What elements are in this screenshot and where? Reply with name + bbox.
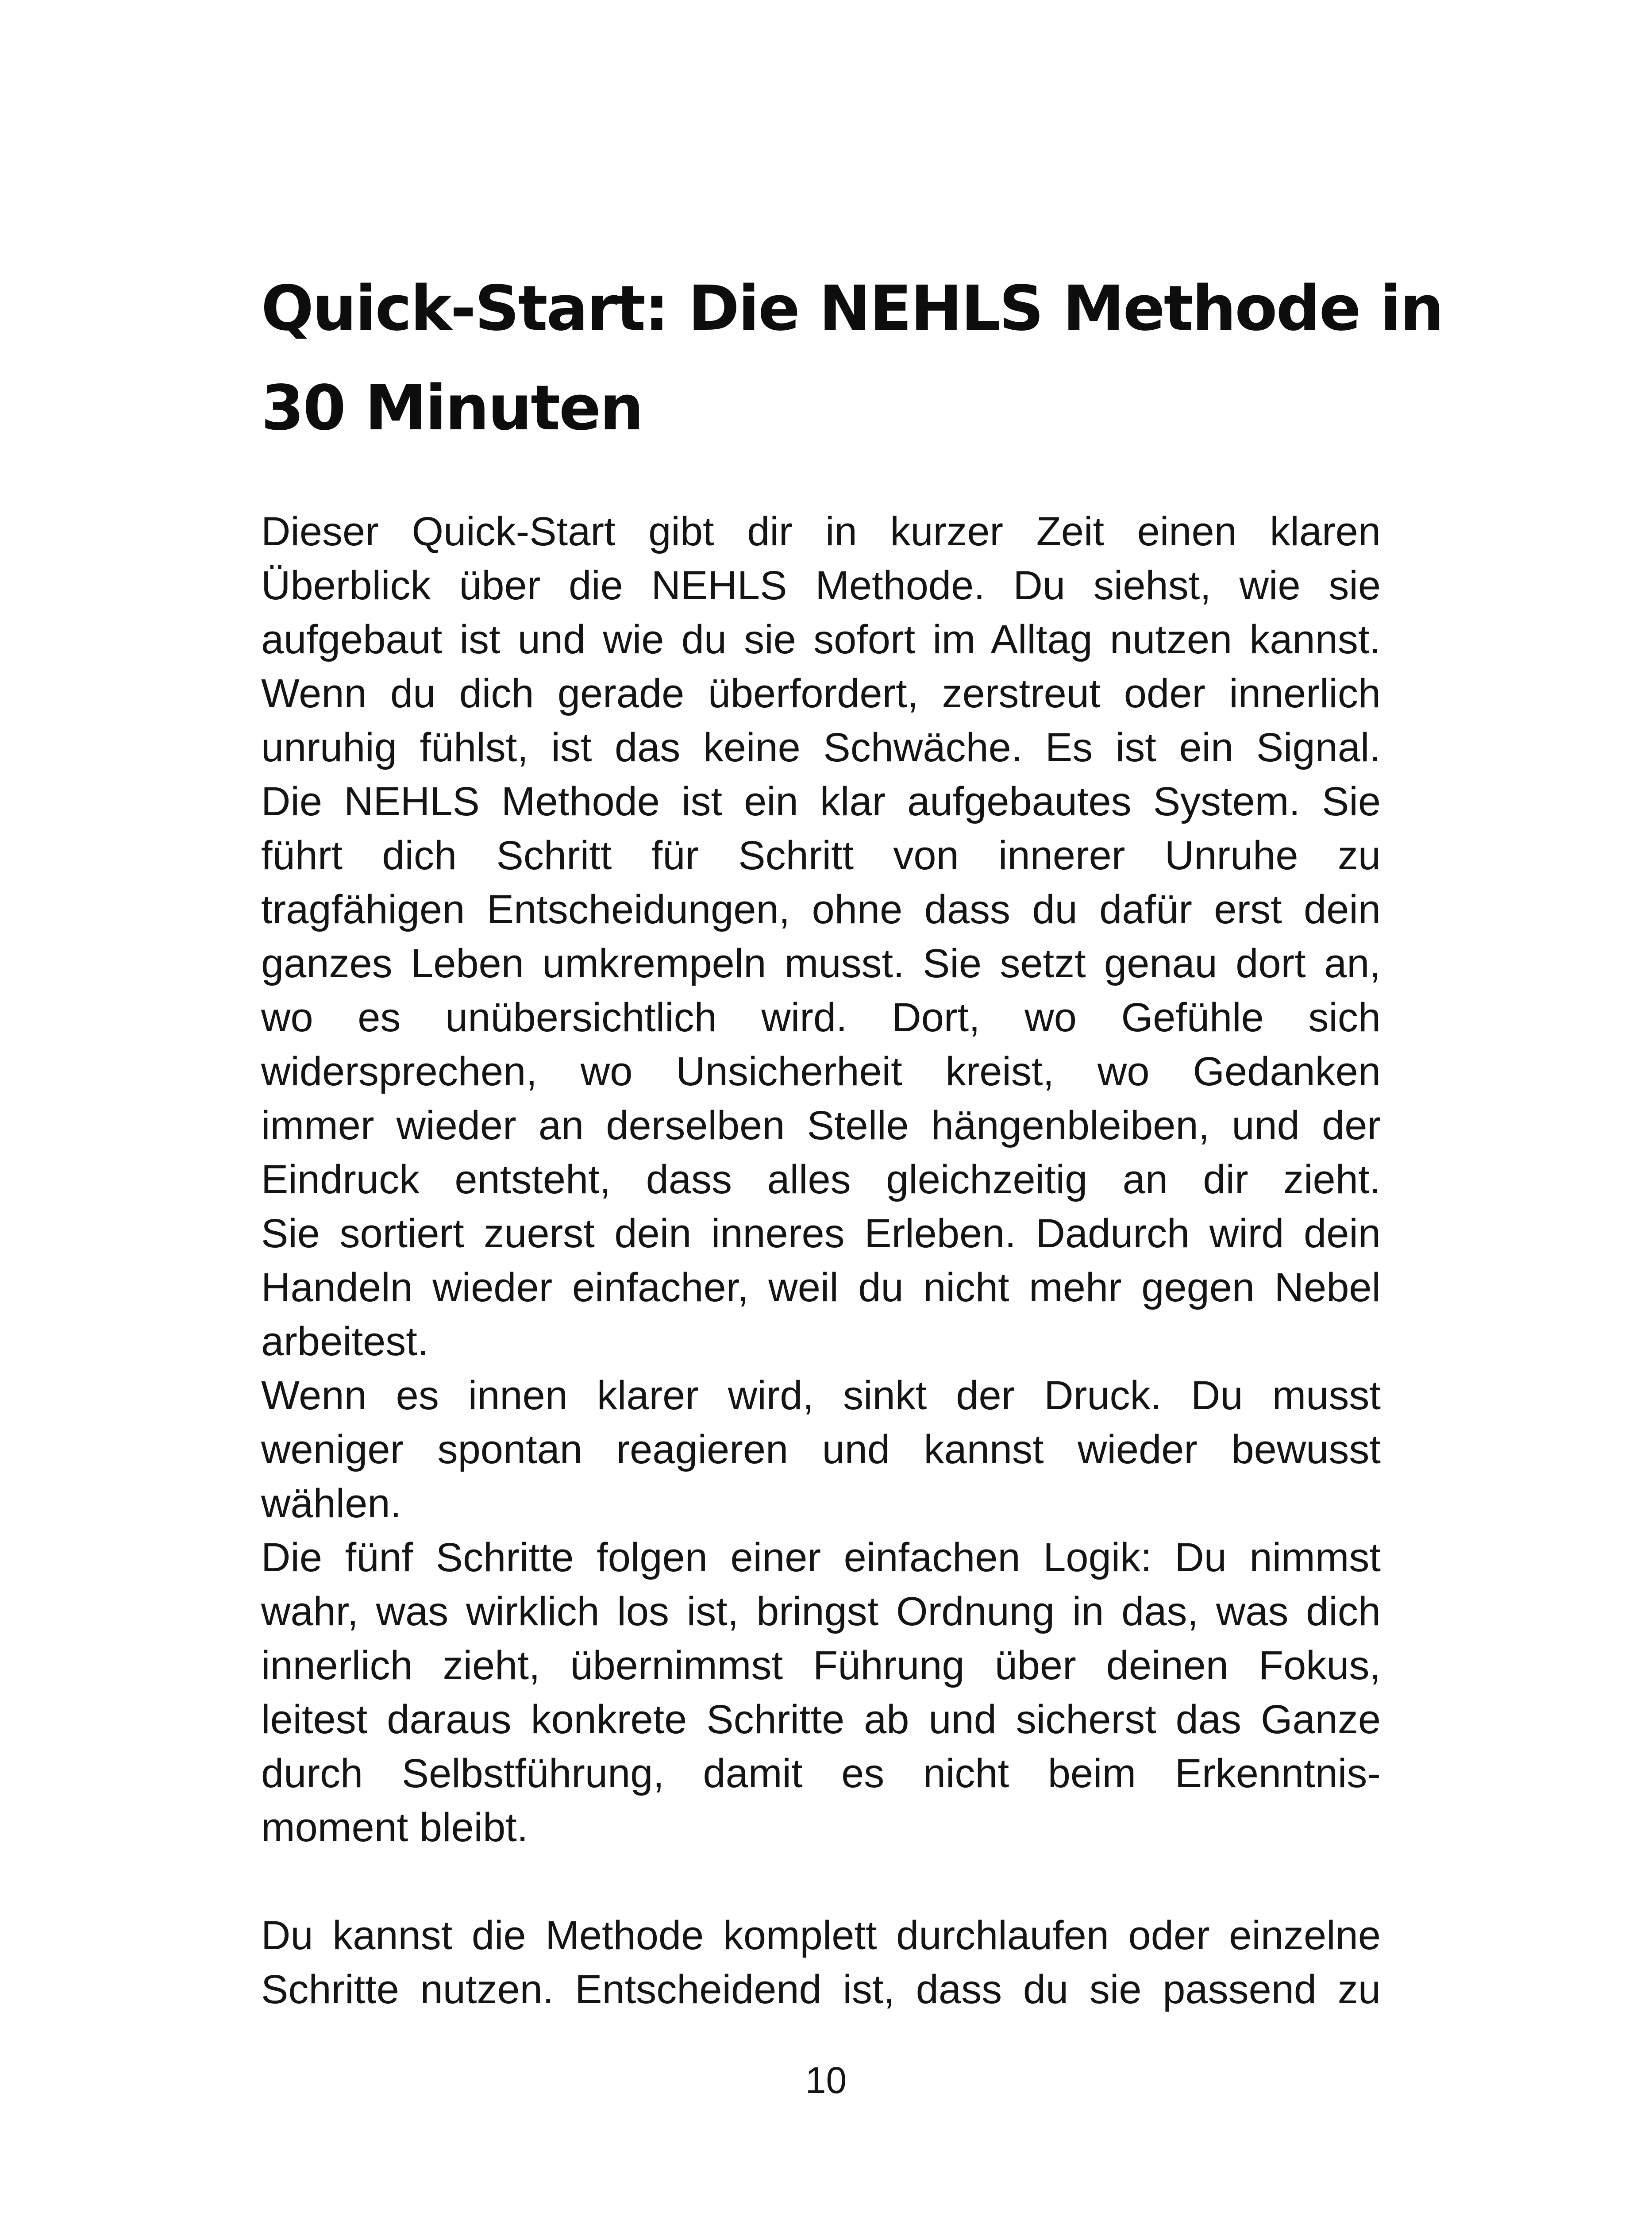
text-line: weniger spontan reagieren und kannst wieder bewusst (261, 1427, 1381, 1472)
text-line: Sie sortiert zuerst dein inneres Erleben. Dadurch wird dein (261, 1211, 1381, 1256)
text-line: ganzes Leben umkrempeln musst. Sie setzt genau dort an, (261, 941, 1381, 986)
text-line: moment bleibt. (261, 1805, 528, 1850)
text-line: arbeitest. (261, 1319, 429, 1364)
text-line: Die NEHLS Methode ist ein klar aufgebautes System. Sie (261, 779, 1381, 824)
text-line: wahr, was wirklich los ist, bringst Ordnung in das, was dich (261, 1589, 1381, 1634)
chapter-heading (261, 259, 1443, 458)
text-line: aufgebaut ist und wie du sie sofort im Alltag nutzen kannst. (261, 617, 1381, 662)
text-line: Wenn du dich gerade überfordert, zerstreut oder innerlich (261, 671, 1381, 716)
text-line: leitest daraus konkrete Schritte ab und sicherst das Ganze (261, 1697, 1381, 1742)
paragraph-spacer (261, 1854, 1381, 1908)
text-line: widersprechen, wo Unsicherheit kreist, wo Gedanken (261, 1049, 1381, 1094)
paragraph-usage (261, 1908, 1381, 2016)
text-line: Dieser Quick-Start gibt dir in kurzer Zeit einen klaren (261, 509, 1381, 554)
paragraph-intro (261, 505, 1381, 1369)
text-line: Überblick über die NEHLS Methode. Du siehst, wie sie (261, 563, 1381, 608)
text-line: tragfähigen Entscheidungen, ohne dass du dafür erst dein (261, 887, 1381, 932)
text-line: unruhig fühlst, ist das keine Schwäche. Es ist ein Signal. (261, 725, 1381, 770)
text-line: Du kannst die Methode komplett durchlaufen oder einzelne (261, 1913, 1381, 1958)
text-line: innerlich zieht, übernimmst Führung über deinen Fokus, (261, 1643, 1381, 1688)
body-text (261, 505, 1381, 2016)
text-line: Die fünf Schritte folgen einer einfachen Logik: Du nimmst (261, 1535, 1381, 1580)
text-line: durch Selbstführung, damit es nicht beim Erkenntnis- (261, 1751, 1381, 1796)
heading-line: Quick-Start: Die NEHLS Methode in (261, 273, 1443, 345)
text-line: Handeln wieder einfacher, weil du nicht mehr gegen Nebel (261, 1265, 1381, 1310)
text-line: wählen. (261, 1481, 402, 1526)
text-line: führt dich Schritt für Schritt von innerer Unruhe zu (261, 833, 1381, 878)
text-line: immer wieder an derselben Stelle hängenbleiben, und der (261, 1103, 1381, 1148)
heading-line: 30 Minuten (261, 372, 643, 444)
paragraph-five-steps (261, 1531, 1381, 1854)
text-line: wo es unübersichtlich wird. Dort, wo Gefühle sich (261, 995, 1381, 1040)
text-line: Schritte nutzen. Entscheidend ist, dass du sie passend zu (261, 1967, 1381, 2012)
text-line: Wenn es innen klarer wird, sinkt der Druck. Du musst (261, 1373, 1381, 1418)
text-line: Eindruck entsteht, dass alles gleichzeitig an dir zieht. (261, 1157, 1381, 1202)
paragraph-pressure (261, 1369, 1381, 1531)
page-number: 10 (805, 2059, 847, 2101)
